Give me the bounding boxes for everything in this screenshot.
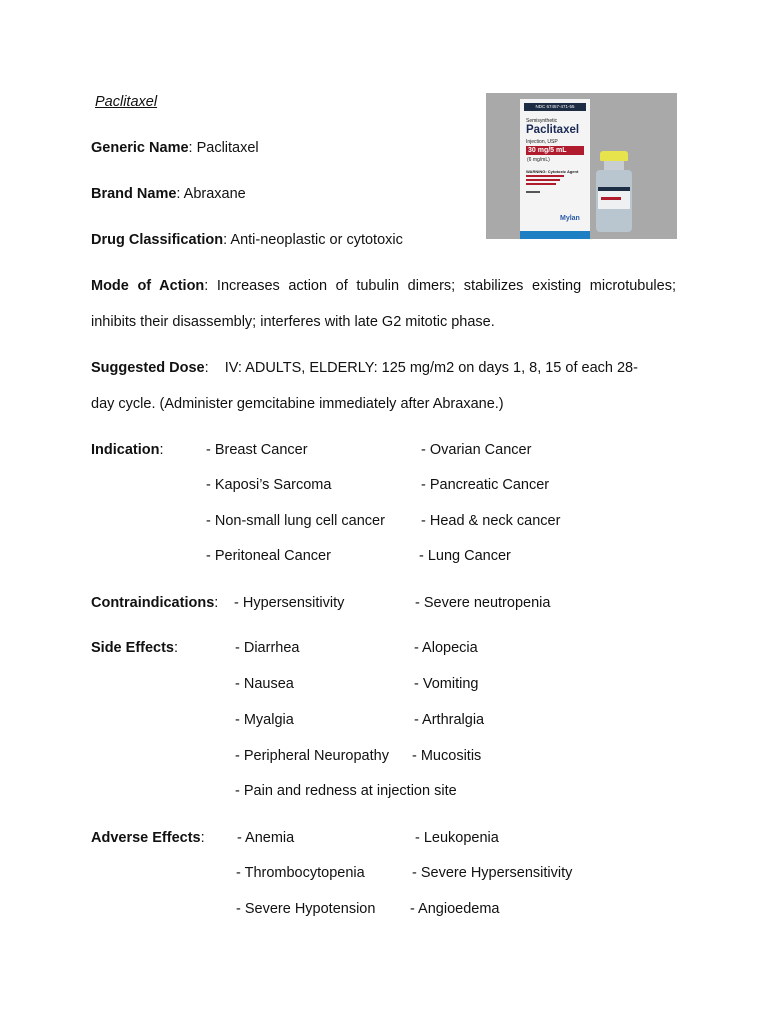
box-warning: WARNING: Cytotoxic Agent	[526, 169, 579, 174]
list-item: - Peripheral Neuropathy	[235, 748, 389, 764]
brand-name-label: Brand Name	[91, 186, 177, 202]
box-product-name: Paclitaxel	[526, 124, 580, 136]
list-item: - Non-small lung cell cancer	[206, 513, 385, 529]
list-item: - Peritoneal Cancer	[206, 548, 331, 564]
suggested-dose-text: : IV: ADULTS, ELDERLY: 125 mg/m2 on days 1, 8, 15 of each 28-	[204, 360, 638, 376]
generic-name-line	[91, 140, 259, 156]
box-text-line	[526, 179, 560, 181]
box-semisynthetic: Semisynthetic	[526, 118, 558, 124]
box-text-line	[526, 183, 556, 185]
contraindications-heading	[91, 595, 218, 611]
list-item: - Vomiting	[414, 676, 479, 692]
box-injection: Injection, USP	[526, 139, 558, 145]
list-item: - Arthralgia	[414, 712, 485, 728]
box-ndc: NDC 67457-471-55	[524, 103, 586, 111]
mode-of-action-label: Mode of Action	[91, 278, 205, 294]
classification-value: : Anti-neoplastic or cytotoxic	[223, 232, 403, 248]
brand-name-value: : Abraxane	[176, 186, 246, 202]
adverse-effects-label: Adverse Effects	[91, 830, 201, 846]
generic-name-label: Generic Name	[91, 140, 189, 156]
contraindications-label: Contraindications	[91, 595, 215, 611]
list-item: - Thrombocytopenia	[236, 865, 365, 881]
list-item: - Breast Cancer	[206, 442, 308, 458]
suggested-dose-line2: day cycle. (Administer gemcitabine immediately after Abraxane.)	[91, 396, 504, 412]
vial-label-stripe	[601, 197, 621, 200]
list-item: - Hypersensitivity	[234, 595, 345, 611]
page-title: Paclitaxel	[95, 94, 158, 110]
box-concentration: (6 mg/mL)	[527, 157, 550, 163]
list-item: - Kaposi’s Sarcoma	[206, 477, 332, 493]
box-manufacturer: Mylan	[560, 215, 580, 222]
vial-neck	[604, 161, 624, 170]
box-text-line	[526, 175, 564, 177]
box-footer-band	[520, 231, 590, 239]
side-effects-label: Side Effects	[91, 640, 174, 656]
mode-of-action-line1	[91, 278, 676, 294]
list-item: - Head & neck cancer	[421, 513, 561, 529]
list-item: - Pancreatic Cancer	[421, 477, 550, 493]
classification-line	[91, 232, 403, 248]
suggested-dose-label: Suggested Dose	[91, 360, 205, 376]
list-item: - Alopecia	[414, 640, 478, 656]
list-item: - Severe neutropenia	[415, 595, 551, 611]
list-item: - Diarrhea	[235, 640, 300, 656]
list-item: - Myalgia	[235, 712, 294, 728]
suggested-dose-line1	[91, 360, 638, 376]
vial-cap	[600, 151, 628, 161]
product-photo	[486, 93, 677, 239]
list-item: - Lung Cancer	[419, 548, 511, 564]
vial-label-band	[598, 187, 630, 191]
list-item: - Anemia	[237, 830, 295, 846]
indication-heading	[91, 442, 164, 458]
mode-of-action-text: : Increases action of tubulin dimers; stabilizes existing microtubules;	[204, 278, 676, 294]
list-item: - Severe Hypersensitivity	[412, 865, 573, 881]
list-item: - Ovarian Cancer	[421, 442, 532, 458]
side-effects-heading	[91, 640, 178, 656]
side-effects-colon: :	[174, 640, 179, 656]
list-item: - Mucositis	[412, 748, 482, 764]
adverse-effects-colon: :	[200, 830, 205, 846]
indication-label: Indication	[91, 442, 160, 458]
brand-name-line	[91, 186, 246, 202]
contraindications-colon: :	[214, 595, 219, 611]
classification-label: Drug Classification	[91, 232, 224, 248]
list-item: - Leukopenia	[415, 830, 499, 846]
list-item: - Severe Hypotension	[236, 901, 376, 917]
drug-box	[520, 99, 590, 239]
list-item: - Angioedema	[410, 901, 500, 917]
box-dose-strength: 30 mg/5 mL	[526, 146, 584, 155]
generic-name-value: : Paclitaxel	[188, 140, 259, 156]
list-item: - Pain and redness at injection site	[235, 783, 457, 799]
adverse-effects-heading	[91, 830, 205, 846]
list-item: - Nausea	[235, 676, 294, 692]
box-text-line	[526, 191, 540, 193]
mode-of-action-line2: inhibits their disassembly; interferes with late G2 mitotic phase.	[91, 314, 495, 330]
indication-colon: :	[159, 442, 164, 458]
